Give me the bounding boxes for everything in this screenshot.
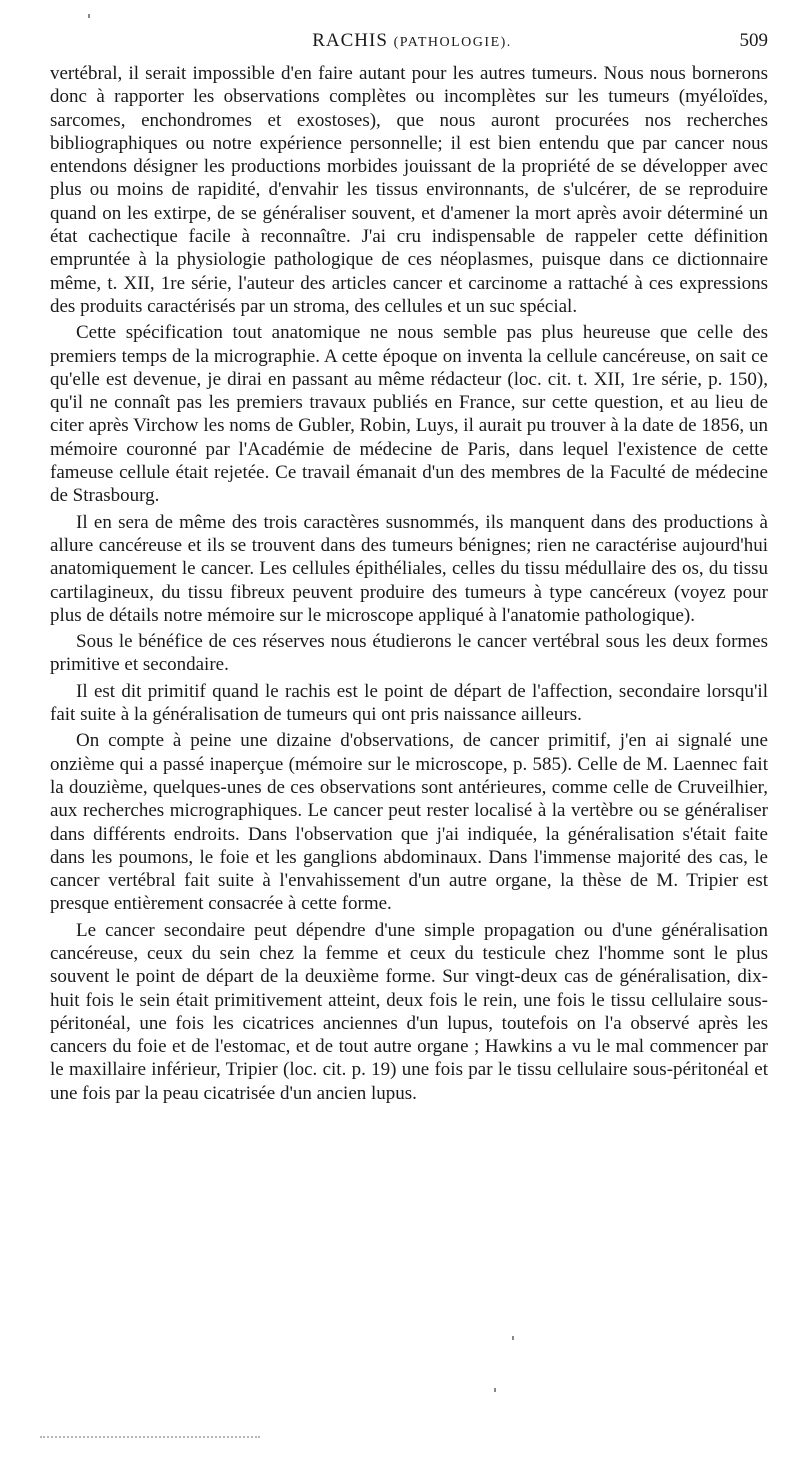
paragraph-5: Il est dit primitif quand le rachis est le point de départ de l'affection, secondaire lorsqu'il fait suite à la généralisation de tumeurs qui ont pris naissance ailleurs. [50,680,768,726]
paragraph-7: Le cancer secondaire peut dépendre d'une simple propagation ou d'une généralisation cancéreuse, ceux du sein chez la femme et ceux du testicule chez l'homme sont le plus souvent le point de départ de la deuxième forme. Sur vingt-deux cas de généralisation, dix-huit fois le sein était primitivement atteint, deux fois le rein, une fois le tissu cellulaire sous-péritonéal, une fois les cicatrices anciennes d'un lupus, toutefois on l'a observé après les cancers du foie et de l'estomac, et de tout autre organe ; Hawkins a vu le mal commencer par le maxillaire inférieur, Tripier (loc. cit. p. 19) une fois par le tissu cellulaire sous-péritonéal et une fois par la peau cicatrisée d'un ancien lupus. [50,919,768,1104]
print-speck [512,1336,514,1340]
paragraph-1: vertébral, il serait impossible d'en faire autant pour les autres tumeurs. Nous nous bornerons donc à rapporter les observations complètes ou incomplètes sur les tumeurs (myéloïdes, sarcomes, enchondromes et exostoses), que nous auront procurées nos recherches bibliographiques ou notre expérience personnelle; il est bien entendu que par cancer nous entendons désigner les productions morbides jouissant de la propriété de se développer avec plus ou moins de rapidité, d'envahir les tissus environnants, de s'ulcérer, de se reproduire quand on les extirpe, de se généraliser souvent, et d'amener la mort après avoir déterminé un état cachectique facile à reconnaître. J'ai cru indispensable de rappeler cette définition empruntée à la physiologie pathologique de ces néoplasmes, puisque dans ce dictionnaire même, t. XII, 1re série, l'auteur des articles cancer et carcinome a rattaché à ces expressions des produits caractérisés par un stroma, des cellules et un suc spécial. [50,63,768,317]
paragraph-2: Cette spécification tout anatomique ne nous semble pas plus heureuse que celle des premiers temps de la micrographie. A cette époque on inventa la cellule cancéreuse, on sait ce qu'elle est devenue, je dirai en passant au même rédacteur (loc. cit. t. XII, 1re série, p. 150), qu'il ne connaît pas les premiers travaux publiés en France, sur cette question, et au lieu de citer après Virchow les noms de Gubler, Robin, Luys, il aurait pu trouver à la date de 1856, un mémoire couronné par l'Académie de médecine de Paris, dans lequel l'existence de cette fameuse cellule était rejetée. Ce travail émanait d'un des membres de la Faculté de médecine de Strasbourg. [50,322,768,507]
running-head [56,30,768,58]
print-speck [88,14,90,18]
paragraph-3: Il en sera de même des trois caractères susnommés, ils manquent dans des productions à allure cancéreuse et ils se trouvent dans des tumeurs bénignes; rien ne caractérise aujourd'hui anatomiquement le cancer. Les cellules épithéliales, celles du tissu médullaire des os, du tissu cartilagineux, du tissu fibreux peuvent produire des tumeurs à type cancéreux (voyez pour plus de détails notre mémoire sur le microscope appliqué à l'anatomie pathologique). [50,511,768,626]
print-speck [494,1388,496,1392]
page-title-subtitle: (PATHOLOGIE). [393,35,512,50]
page-title [56,30,768,52]
bottom-print-marks [40,1436,260,1444]
paragraph-4: Sous le bénéfice de ces réserves nous étudierons le cancer vertébral sous les deux formes primitive et secondaire. [50,631,768,676]
body-text [50,62,768,1105]
page-title-main: RACHIS [312,30,388,51]
page-number: 509 [739,30,768,51]
paragraph-6: On compte à peine une dizaine d'observations, de cancer primitif, j'en ai signalé une onzième qui a passé inaperçue (mémoire sur le microscope, p. 585). Celle de M. Laennec fait la douzième, quelques-unes de ces observations sont antérieures, comme celle de Cruveilhier, aux recherches micrographiques. Le cancer peut rester localisé à la vertèbre ou se généraliser dans différents endroits. Dans l'observation que j'ai indiquée, la généralisation s'était faite dans les poumons, le foie et les ganglions abdominaux. Dans l'immense majorité des cas, le cancer vertébral fait suite à l'envahissement d'un autre organe, la thèse de M. Tripier est presque entièrement consacrée à cette forme. [50,730,768,915]
